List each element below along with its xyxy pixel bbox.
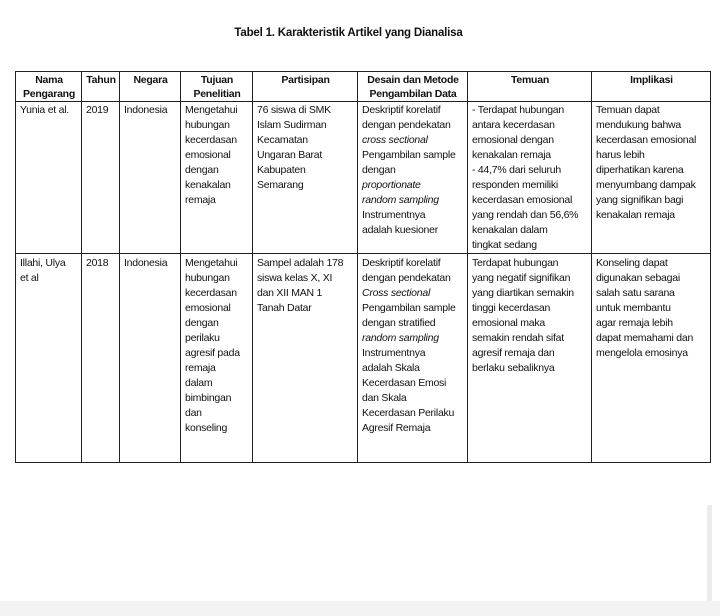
header-line: Desain dan Metode [367,74,459,86]
purpose-cell [181,254,253,463]
design-cell [358,254,468,463]
cell-text-line: kenakalan remaja [472,149,551,161]
cell-text-line: dengan [362,164,396,176]
cell-text-line: Instrumentnya [362,209,426,221]
author-cell [16,254,82,463]
cell-text-line: emosional [185,302,231,314]
header-year [82,72,120,102]
cell-text-line: Islam Sudirman [257,119,327,131]
cell-text-line: Pengambilan sample [362,149,456,161]
cell-text-line: 76 siswa di SMK [257,104,331,116]
cell-text-line: agresif remaja dan [472,347,555,359]
cell-text-line: Indonesia [124,257,168,269]
cell-text-line: responden memiliki [472,179,558,191]
header-line: Temuan [511,74,549,86]
cell-text-line: digunakan sebagai [596,272,680,284]
table-row [16,254,711,463]
cell-text-line: konseling [185,422,228,434]
cell-text-line: untuk membantu [596,302,671,314]
cell-text-line: yang rendah dan 56,6% [472,209,579,221]
cell-text-line: Deskriptif korelatif [362,104,441,116]
country-cell [120,254,181,463]
cell-text-line: semakin rendah sifat [472,332,564,344]
cell-text-line: yang signifikan bagi [596,194,684,206]
cell-text-line: dengan pendekatan [362,119,451,131]
cell-text-line: kenakalan remaja [596,209,675,221]
header-findings [468,72,592,102]
year-cell [82,102,120,254]
purpose-cell [181,102,253,254]
cell-text-line: harus lebih [596,149,645,161]
cell-text-line: emosional [185,149,231,161]
cell-text-line: mengelola emosinya [596,347,688,359]
article-characteristics-table [15,71,711,463]
cell-text-line: dalam [185,377,213,389]
cell-text-line: Pengambilan sample [362,302,456,314]
cell-text-line: Cross sectional [362,287,431,299]
cell-text-line: emosional maka [472,317,545,329]
cell-text-line: Mengetahui [185,257,238,269]
cell-text-line: dengan stratified [362,317,436,329]
cell-text-line: perilaku [185,332,220,344]
cell-text-line: Kabupaten [257,164,306,176]
participants-cell [253,254,358,463]
cell-text-line: Terdapat hubungan [472,257,559,269]
cell-text-line: dengan pendekatan [362,272,451,284]
cell-text-line: Sampel adalah 178 [257,257,344,269]
header-line: Nama [35,74,63,86]
table-row [16,102,711,254]
cell-text-line: bimbingan [185,392,232,404]
cell-text-line: Tanah Datar [257,302,312,314]
header-line: Penelitian [193,88,241,100]
cell-text-line: cross sectional [362,134,428,146]
header-row [16,72,711,102]
cell-text-line: Yunia et al. [20,104,69,116]
cell-text-line: Konseling dapat [596,257,668,269]
header-participants [253,72,358,102]
cell-text-line: kenakalan dalam [472,224,548,236]
cell-text-line: Kecerdasan Perilaku [362,407,455,419]
cell-text-line: - Terdapat hubungan [472,104,564,116]
implications-cell [592,102,711,254]
cell-text-line: 2018 [86,257,109,269]
year-cell [82,254,120,463]
header-purpose [181,72,253,102]
header-line: Tujuan [200,74,234,86]
cell-text-line: random sampling [362,332,439,344]
header-implications [592,72,711,102]
cell-text-line: Kecerdasan Emosi [362,377,447,389]
cell-text-line: kecerdasan emosional [596,134,697,146]
cell-text-line: siswa kelas X, XI [257,272,333,284]
cell-text-line: Agresif Remaja [362,422,431,434]
cell-text-line: kecerdasan [185,134,237,146]
cell-text-line: kecerdasan emosional [472,194,573,206]
cell-text-line: Ungaran Barat [257,149,323,161]
cell-text-line: remaja [185,362,216,374]
cell-text-line: dengan [185,317,219,329]
cell-text-line: menyumbang dampak [596,179,696,191]
cell-text-line: tingkat sedang [472,239,537,251]
cell-text-line: hubungan [185,272,230,284]
cell-text-line: random sampling [362,194,439,206]
cell-text-line: yang diartikan semakin [472,287,574,299]
cell-text-line: dan XII MAN 1 [257,287,323,299]
cell-text-line: antara kecerdasan [472,119,555,131]
cell-text-line: dan [185,407,202,419]
cell-text-line: mendukung bahwa [596,119,681,131]
design-cell [358,102,468,254]
header-line: Pengambilan Data [369,88,457,100]
header-author [16,72,82,102]
cell-text-line: proportionate [362,179,421,191]
cell-text-line: Semarang [257,179,304,191]
cell-text-line: kecerdasan [185,287,237,299]
cell-text-line: kenakalan [185,179,231,191]
cell-text-line: yang negatif signifikan [472,272,571,284]
author-cell [16,102,82,254]
country-cell [120,102,181,254]
cell-text-line: agresif pada [185,347,240,359]
cell-text-line: agar remaja lebih [596,317,673,329]
findings-cell [468,254,592,463]
cell-text-line: salah satu sarana [596,287,675,299]
cell-text-line: et al [20,272,39,284]
cell-text-line: dan Skala [362,392,407,404]
implications-cell [592,254,711,463]
cell-text-line: dapat memahami dan [596,332,694,344]
cell-text-line: dengan [185,164,219,176]
cell-text-line: Deskriptif korelatif [362,257,441,269]
cell-text-line: Mengetahui [185,104,238,116]
cell-text-line: Indonesia [124,104,168,116]
cell-text-line: Temuan dapat [596,104,660,116]
header-line: Partisipan [281,74,330,86]
cell-text-line: remaja [185,194,216,206]
scrollbar-track[interactable] [707,505,712,601]
cell-text-line: berlaku sebaliknya [472,362,555,374]
findings-cell [468,102,592,254]
cell-text-line: 2019 [86,104,109,116]
cell-text-line: Instrumentnya [362,347,426,359]
page-bottom-edge [0,601,720,616]
cell-text-line: adalah kuesioner [362,224,438,236]
header-line: Pengarang [22,88,75,100]
cell-text-line: hubungan [185,119,230,131]
header-line: Implikasi [630,74,673,86]
cell-text-line: diperhatikan karena [596,164,684,176]
header-country [120,72,181,102]
cell-text-line: adalah Skala [362,362,420,374]
header-design [358,72,468,102]
cell-text-line: tinggi kecerdasan [472,302,551,314]
cell-text-line: Kecamatan [257,134,308,146]
participants-cell [253,102,358,254]
cell-text-line: Illahi, Ulya [20,257,66,269]
header-line: Tahun [86,74,116,86]
cell-text-line: - 44,7% dari seluruh [472,164,561,176]
cell-text-line: emosional dengan [472,134,554,146]
header-line: Negara [133,74,168,86]
table-caption: Tabel 1. Karakteristik Artikel yang Dianalisa [234,27,463,39]
